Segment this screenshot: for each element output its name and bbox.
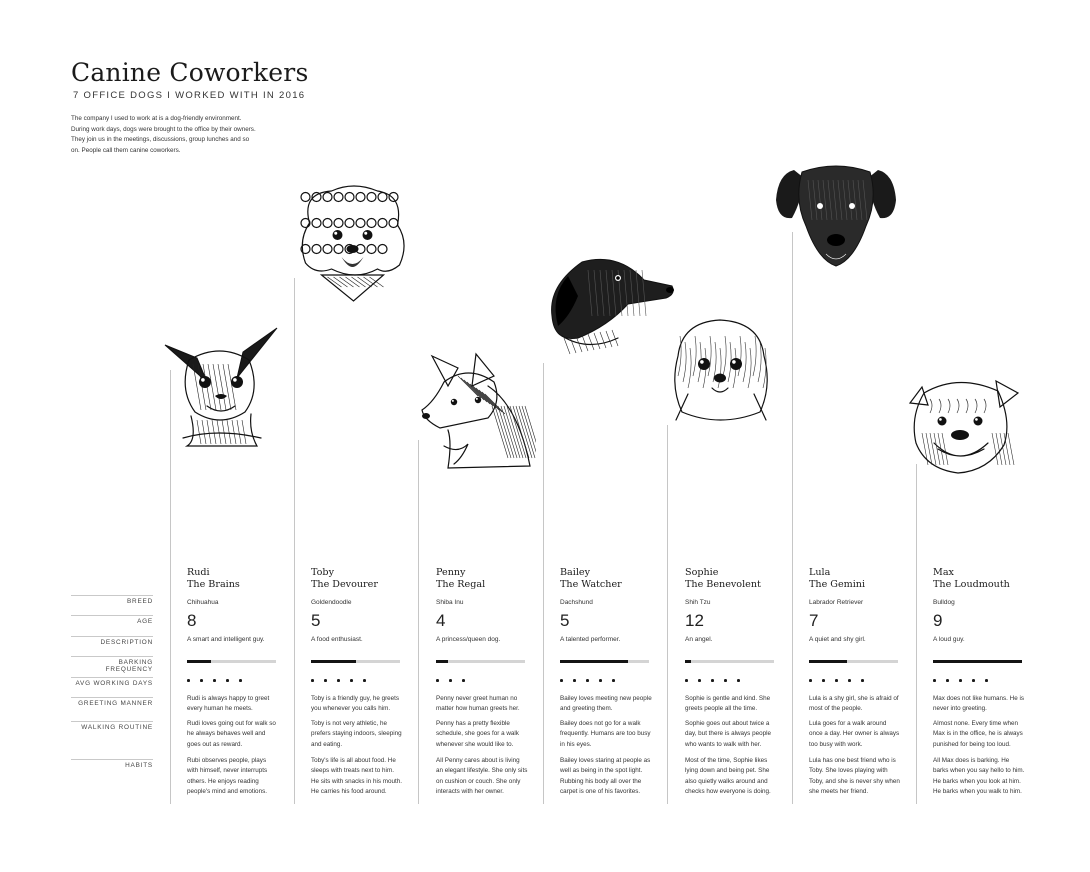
dog-description: A quiet and shy girl.	[809, 636, 866, 643]
page-subtitle: 7 OFFICE DOGS I WORKED WITH IN 2016	[73, 90, 306, 101]
row-label-breed: BREED	[71, 595, 153, 605]
dog-description: A talented performer.	[560, 636, 621, 643]
barking-bar-fill	[933, 660, 1022, 663]
working-days-dots	[933, 679, 1025, 683]
working-day-dot	[985, 679, 988, 682]
walking-text: Penny has a pretty flexible schedule, she goes for a walk whenever she would like to.	[436, 720, 519, 748]
dog-breed: Shih Tzu	[685, 599, 711, 606]
working-day-dot	[363, 679, 366, 682]
walking-text: Lula goes for a walk around once a day. Her owner is always too busy with work.	[809, 720, 900, 748]
chihuahua-portrait	[157, 320, 284, 450]
dog-age: 5	[311, 611, 321, 630]
dog-description: A princess/queen dog.	[436, 636, 501, 643]
dog-name: Sophie	[685, 567, 719, 578]
row-label-walking: WALKING ROUTINE	[71, 721, 153, 731]
dog-breed: Bulldog	[933, 599, 955, 606]
barking-bar-fill	[187, 660, 211, 663]
dog-portrait	[668, 316, 774, 428]
working-day-dot	[685, 679, 688, 682]
barking-bar	[809, 660, 898, 663]
dog-nickname: The Loudmouth	[933, 578, 1010, 590]
walking-text: Toby is not very athletic, he prefers staying indoors, sleeping and eating.	[311, 720, 402, 748]
dog-age: 8	[187, 611, 197, 630]
working-day-dot	[972, 679, 975, 682]
walking-text: Sophie goes out about twice a day, but there is always people who wants to walk with her.	[685, 720, 771, 748]
working-day-dot	[822, 679, 825, 682]
working-day-dot	[560, 679, 563, 682]
working-day-dot	[698, 679, 701, 682]
row-label-greeting: GREETING MANNER	[71, 697, 153, 707]
barking-bar-fill	[311, 660, 356, 663]
barking-bar	[187, 660, 276, 663]
working-days-dots	[560, 679, 652, 683]
working-day-dot	[599, 679, 602, 682]
intro-text: The company I used to work at is a dog-friendly environment. During work days, dogs were brought to the office by their owners. They join us in the meetings, discussions, group lunches and so on. People call them canine coworkers.	[71, 115, 256, 155]
working-days-dots	[436, 679, 528, 683]
working-day-dot	[436, 679, 439, 682]
working-day-dot	[573, 679, 576, 682]
working-day-dot	[187, 679, 190, 682]
dog-age: 12	[685, 611, 704, 630]
dog-description: A smart and intelligent guy.	[187, 636, 265, 643]
habits-text: Rubi observes people, plays with himself, never interrupts others. He enjoys reading people's mind and emotions.	[187, 757, 268, 796]
dog-name-block	[311, 567, 378, 590]
dog-portrait	[157, 320, 284, 450]
column-divider	[294, 278, 295, 804]
working-day-dot	[350, 679, 353, 682]
habits-text: Most of the time, Sophie likes lying down and being pet. She also quietly walks around and checks how everyone is doing.	[685, 757, 771, 796]
dog-nickname: The Regal	[436, 578, 486, 590]
dog-name: Bailey	[560, 567, 591, 578]
barking-bar	[685, 660, 774, 663]
column-divider	[418, 440, 419, 804]
dog-nickname: The Gemini	[809, 578, 866, 590]
dog-age: 4	[436, 611, 446, 630]
column-divider	[667, 425, 668, 804]
working-day-dot	[612, 679, 615, 682]
shih-tzu-portrait	[668, 316, 774, 428]
habits-text: Toby's life is all about food. He sleeps with treats next to him. He sits with snacks in his mouth. He carries his food around.	[311, 757, 402, 796]
walking-text: Almost none. Every time when Max is in the office, he is always punished for being too loud.	[933, 720, 1023, 748]
working-day-dot	[724, 679, 727, 682]
dog-portrait	[774, 160, 898, 272]
working-day-dot	[946, 679, 949, 682]
working-day-dot	[337, 679, 340, 682]
row-label-working: AVG WORKING DAYS	[71, 677, 153, 687]
dog-nickname: The Devourer	[311, 578, 378, 590]
working-day-dot	[861, 679, 864, 682]
dog-nickname: The Brains	[187, 578, 240, 590]
dog-description: A loud guy.	[933, 636, 965, 643]
greeting-text: Max does not like humans. He is never into greeting.	[933, 695, 1024, 713]
working-day-dot	[737, 679, 740, 682]
barking-bar-fill	[560, 660, 628, 663]
dog-breed: Goldendoodle	[311, 599, 352, 606]
barking-bar	[436, 660, 525, 663]
habits-text: Lula has one best friend who is Toby. She loves playing with Toby, and she is never shy when she meets her friend.	[809, 757, 900, 796]
labrador-portrait	[774, 160, 898, 272]
working-day-dot	[462, 679, 465, 682]
row-label-description: DESCRIPTION	[71, 636, 153, 646]
shiba-inu-portrait	[418, 346, 536, 472]
working-day-dot	[449, 679, 452, 682]
working-day-dot	[239, 679, 242, 682]
working-days-dots	[187, 679, 279, 683]
greeting-text: Penny never greet human no matter how human greets her.	[436, 695, 520, 713]
dog-breed: Labrador Retriever	[809, 599, 864, 606]
working-day-dot	[311, 679, 314, 682]
column-divider	[543, 363, 544, 804]
dog-name: Penny	[436, 567, 466, 578]
working-days-dots	[311, 679, 403, 683]
bulldog-portrait	[908, 373, 1020, 477]
page-title: Canine Coworkers	[71, 58, 309, 87]
working-day-dot	[213, 679, 216, 682]
working-days-dots	[809, 679, 901, 683]
dog-name-block	[685, 567, 761, 590]
row-label-habits: HABITS	[71, 759, 153, 769]
dog-nickname: The Watcher	[560, 578, 622, 590]
dog-portrait	[548, 256, 676, 362]
greeting-text: Rudi is always happy to greet every human he meets.	[187, 695, 270, 713]
barking-bar-fill	[685, 660, 691, 663]
dog-name-block	[809, 567, 865, 590]
working-day-dot	[711, 679, 714, 682]
greeting-text: Bailey loves meeting new people and greeting them.	[560, 695, 652, 713]
dog-name-block	[187, 567, 240, 590]
working-day-dot	[324, 679, 327, 682]
dachshund-portrait	[548, 256, 676, 362]
dog-name: Toby	[311, 567, 334, 578]
greeting-text: Sophie is gentle and kind. She greets people all the time.	[685, 695, 771, 713]
dog-breed: Chihuahua	[187, 599, 219, 606]
dog-age: 5	[560, 611, 570, 630]
dog-name-block	[933, 567, 1010, 590]
dog-age: 7	[809, 611, 819, 630]
dog-description: An angel.	[685, 636, 713, 643]
greeting-text: Lula is a shy girl, she is afraid of most of the people.	[809, 695, 899, 713]
habits-text: All Penny cares about is living an elegant lifestyle. She only sits on cushion or couch. She only interacts with her owner.	[436, 757, 528, 796]
working-days-dots	[685, 679, 777, 683]
working-day-dot	[200, 679, 203, 682]
working-day-dot	[848, 679, 851, 682]
working-day-dot	[809, 679, 812, 682]
working-day-dot	[586, 679, 589, 682]
column-divider	[792, 232, 793, 804]
working-day-dot	[959, 679, 962, 682]
dog-nickname: The Benevolent	[685, 578, 761, 590]
walking-text: Bailey does not go for a walk frequently. Humans are too busy in his eyes.	[560, 720, 651, 748]
walking-text: Rudi loves going out for walk so he always behaves well and goes out as reward.	[187, 720, 276, 748]
dog-name-block	[436, 567, 485, 590]
column-divider	[916, 464, 917, 804]
working-day-dot	[226, 679, 229, 682]
dog-breed: Dachshund	[560, 599, 593, 606]
dog-name: Rudi	[187, 567, 210, 578]
dog-name: Max	[933, 567, 954, 578]
barking-bar	[933, 660, 1022, 663]
dog-breed: Shiba Inu	[436, 599, 464, 606]
working-day-dot	[933, 679, 936, 682]
greeting-text: Toby is a friendly guy, he greets you whenever you calls him.	[311, 695, 400, 713]
dog-portrait	[418, 346, 536, 472]
dog-description: A food enthusiast.	[311, 636, 363, 643]
row-label-barking: BARKING FREQUENCY	[71, 656, 153, 673]
dog-portrait	[908, 373, 1020, 477]
barking-bar-fill	[436, 660, 448, 663]
dog-portrait	[290, 183, 413, 303]
working-day-dot	[835, 679, 838, 682]
barking-bar	[560, 660, 649, 663]
row-label-age: AGE	[71, 615, 153, 625]
habits-text: Bailey loves staring at people as well as being in the spot light. Rubbing his body all over the carpet is one of his favorites.	[560, 757, 651, 796]
dog-name-block	[560, 567, 622, 590]
barking-bar	[311, 660, 400, 663]
barking-bar-fill	[809, 660, 847, 663]
goldendoodle-portrait	[290, 183, 413, 303]
dog-name: Lula	[809, 567, 831, 578]
dog-age: 9	[933, 611, 943, 630]
habits-text: All Max does is barking. He barks when you say hello to him. He barks when you look at him. He barks when you walk to him.	[933, 757, 1025, 796]
